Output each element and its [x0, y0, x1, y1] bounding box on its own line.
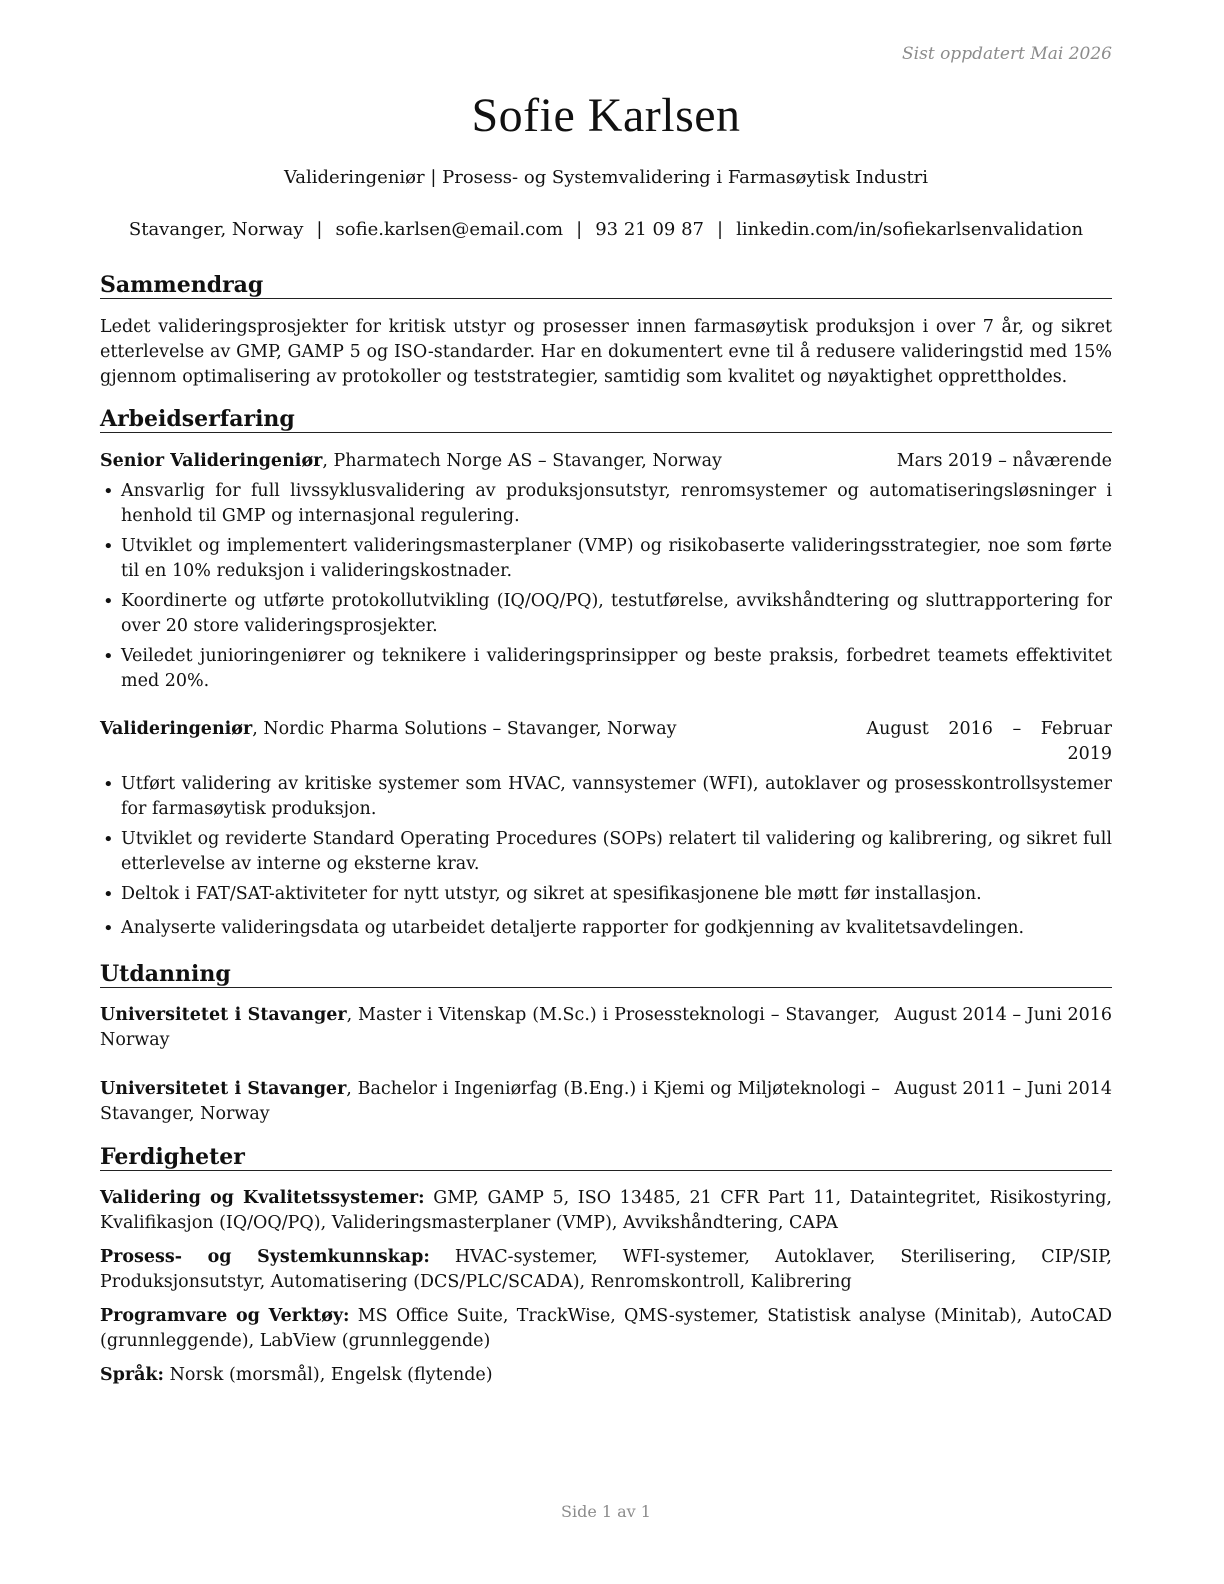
contact-separator: |: [316, 219, 323, 240]
section-title-summary: Sammendrag: [100, 272, 1112, 299]
job-bullet: • Ansvarlig for full livssyklusvalidering av produksjonsutstyr, renromsystemer og automatiseringsløsninger i henhold til GMP og internasjonal regulering.: [100, 479, 1112, 529]
job-date-line: 2019: [1067, 744, 1112, 764]
job-bullet: • Deltok i FAT/SAT-aktiviteter for nytt utstyr, og sikret at spesifikasjonene ble møtt før installasjon.: [100, 882, 1112, 907]
education-item: [100, 1077, 1112, 1127]
education-date: August 2014 – Juni 2016: [894, 1005, 1112, 1025]
contact-location: Stavanger, Norway: [128, 219, 304, 240]
contact-linkedin[interactable]: linkedin.com/in/sofiekarlsenvalidation: [736, 219, 1084, 240]
section-title-skills: Ferdigheter: [100, 1144, 1112, 1171]
skill-item: [100, 1245, 1112, 1295]
skill-text: Norsk (morsmål), Engelsk (flytende): [164, 1365, 493, 1385]
skill-label: Språk:: [100, 1365, 165, 1385]
job-company: , Pharmatech Norge AS – Stavanger, Norway: [322, 451, 722, 471]
job-date: Mars 2019 – nåværende: [896, 451, 1112, 471]
skill-item: [100, 1363, 1112, 1388]
job-bullet: • Koordinerte og utførte protokollutvikling (IQ/OQ/PQ), testutførelse, avvikshåndtering og sluttrapportering for over 20 store valideringsprosjekter.: [100, 589, 1112, 639]
job-bullets: [100, 772, 1112, 941]
contact-line: [100, 219, 1112, 240]
education-degree: , Master i Vitenskap (M.Sc.) i Prosessteknologi – Stavanger, Norway: [100, 1005, 880, 1050]
job-date-line: August 2016 – Februar: [866, 719, 1112, 739]
page-number: Side 1 av 1: [561, 1502, 651, 1521]
skill-text: HVAC-systemer, WFI-systemer, Autoklaver, Sterilisering, CIP/SIP, Produksjonsutstyr, Automatisering (DCS/PLC/SCADA), Renromskontroll, Kalibrering: [100, 1247, 1112, 1292]
job-bullet: • Utviklet og implementert valideringsmasterplaner (VMP) og risikobaserte valideringsstrategier, noe som førte til en 10% reduksjon i valideringskostnader.: [100, 534, 1112, 584]
job-company: , Nordic Pharma Solutions – Stavanger, Norway: [252, 719, 677, 739]
section-title-education: Utdanning: [100, 961, 1112, 988]
contact-email[interactable]: sofie.karlsen@email.com: [335, 219, 564, 240]
skill-label: Programvare og Verktøy:: [100, 1306, 350, 1326]
headline: Valideringeniør | Prosess- og Systemvalidering i Farmasøytisk Industri: [283, 167, 929, 188]
job-bullet: • Utviklet og reviderte Standard Operating Procedures (SOPs) relatert til validering og kalibrering, og sikret full etterlevelse av interne og eksterne krav.: [100, 827, 1112, 877]
job-bullets: [100, 479, 1112, 694]
skill-text: MS Office Suite, TrackWise, QMS-systemer, Statistisk analyse (Minitab), AutoCAD (grunnleggende), LabView (grunnleggende): [100, 1306, 1112, 1351]
job-date: [866, 717, 1112, 767]
job-role: Valideringeniør: [100, 719, 253, 739]
section-title-experience: Arbeidserfaring: [100, 406, 1112, 433]
job-header: [100, 449, 1112, 474]
skill-item: [100, 1186, 1112, 1236]
resume-page: [100, 0, 1112, 1584]
job-bullet: • Analyserte valideringsdata og utarbeidet detaljerte rapporter for godkjenning av kvalitetsavdelingen.: [100, 916, 1112, 941]
education-date: August 2011 – Juni 2014: [894, 1079, 1112, 1099]
contact-separator: |: [717, 219, 724, 240]
education-degree: , Bachelor i Ingeniørfag (B.Eng.) i Kjemi og Miljøteknologi – Stavanger, Norway: [100, 1079, 880, 1124]
summary-text: Ledet valideringsprosjekter for kritisk utstyr og prosesser innen farmasøytisk produksjon i over 7 år, og sikret etterlevelse av GMP, GAMP 5 og ISO-standarder. Har en dokumentert evne til å redusere valideringstid med 15% gjennom optimalisering av protokoller og teststrategier, samtidig som kvalitet og nøyaktighet opprettholdes.: [100, 317, 1112, 387]
education-school: Universitetet i Stavanger: [100, 1005, 347, 1025]
skill-item: [100, 1304, 1112, 1354]
last-updated: Sist oppdatert Mai 2026: [902, 44, 1112, 64]
job-role: Senior Valideringeniør: [100, 451, 323, 471]
job-bullet: • Utført validering av kritiske systemer som HVAC, vannsystemer (WFI), autoklaver og prosesskontrollsystemer for farmasøytisk produksjon.: [100, 772, 1112, 822]
candidate-name: Sofie Karlsen: [471, 89, 741, 142]
education-item: [100, 1003, 1112, 1053]
education-school: Universitetet i Stavanger: [100, 1079, 347, 1099]
job-header: [100, 717, 1112, 764]
job-bullet: • Veiledet junioringeniører og teknikere i valideringsprinsipper og beste praksis, forbedret teamets effektivitet med 20%.: [100, 644, 1112, 694]
skill-label: Validering og Kvalitetssystemer:: [100, 1188, 425, 1208]
skill-text: GMP, GAMP 5, ISO 13485, 21 CFR Part 11, Dataintegritet, Risikostyring, Kvalifikasjon (IQ/OQ/PQ), Valideringsmasterplaner (VMP), Avvikshåndtering, CAPA: [100, 1188, 1112, 1233]
contact-separator: |: [576, 219, 583, 240]
education-text: [100, 1077, 880, 1127]
skill-label: Prosess- og Systemkunnskap:: [100, 1247, 430, 1267]
education-text: [100, 1003, 880, 1053]
contact-phone: 93 21 09 87: [595, 219, 704, 240]
